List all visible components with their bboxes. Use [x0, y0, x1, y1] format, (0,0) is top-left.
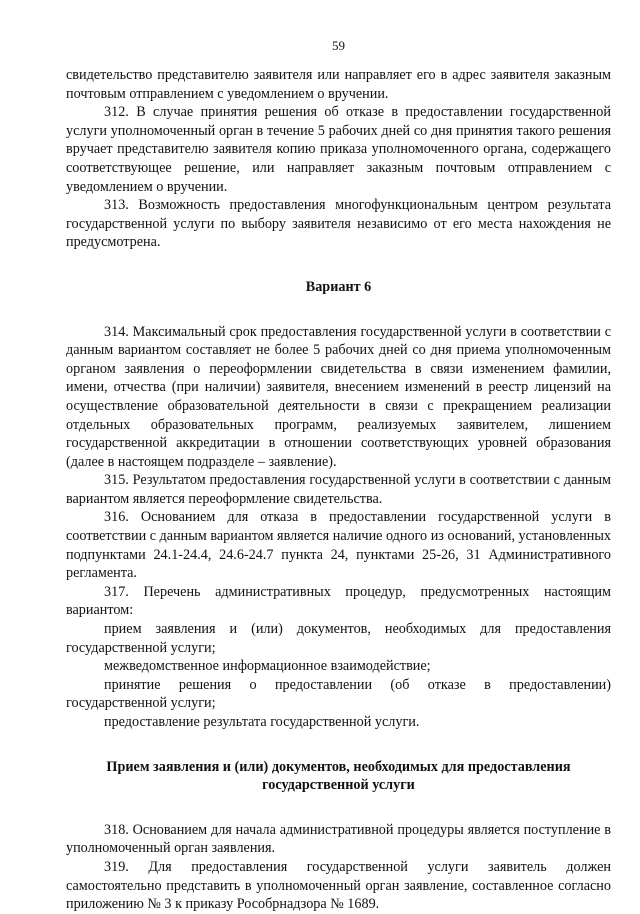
document-body: [66, 66, 611, 914]
paragraph-316: 316. Основанием для отказа в предоставлении государственной услуги в соответствии с данным вариантом является наличие одного из оснований, установленных подпунктами 24.1-24.4, 24.6-24.7 пункта 24, пунктами 25-26, 31 Административного регламента.: [66, 509, 611, 582]
paragraph-319: 319. Для предоставления государственной услуги заявитель должен самостоятельно представить в уполномоченный орган заявление, составленное согласно приложению № 3 к приказу Рособрнадзора № 1689.: [66, 858, 611, 913]
list-item-procedure: предоставление результата государственной услуги.: [104, 714, 420, 730]
list-item-procedure: межведомственное информационное взаимодействие;: [104, 658, 431, 675]
paragraph-315: 315. Результатом предоставления государственной услуги в соответствии с данным вариантом является переоформление свидетельства.: [66, 472, 611, 507]
page-number: 59: [332, 38, 345, 53]
list-item-procedure: принятие решения о предоставлении (об отказе в предоставлении) государственной услуги;: [66, 676, 611, 712]
list-item-procedure: прием заявления и (или) документов, необходимых для предоставления государственной услуги;: [66, 621, 611, 656]
paragraph-313: 313. Возможность предоставления многофункциональным центром результата государственной услуги по выбору заявителя независимо от его места нахождения не предусмотрена.: [66, 197, 611, 251]
heading-section-intake: Прием заявления и (или) документов, необходимых для предоставления государственной услуги: [106, 758, 571, 794]
paragraph-314: 314. Максимальный срок предоставления государственной услуги в соответствии с данным вариантом составляет не более 5 рабочих дней со дня приема уполномоченным органом заявления о переоформлении свидетельства в связи изменением фамилии, имени, отчества (при наличии) заявителя, внесением изменений в реестр лицензий на осуществление образовательной деятельности в связи с прекращением реализации отдельных образовательных программ, реализуемых заявителем, лишением государственной аккредитации в отношении соответствующих уровней образования (далее в настоящем подразделе – заявление).: [66, 323, 611, 470]
paragraph-312: 312. В случае принятия решения об отказе в предоставлении государственной услуги уполномоченный орган в течение 5 рабочих дней со дня принятия такого решения вручает представителю заявителя копию приказа уполномоченного органа, содержащего соответствующее решение, или направляет заказным почтовым отправлением с уведомлением о вручении.: [66, 104, 611, 195]
heading-variant-6: Вариант 6: [305, 278, 372, 295]
paragraph-317: 317. Перечень административных процедур, предусмотренных настоящим вариантом:: [66, 583, 611, 619]
paragraph-318: 318. Основанием для начала административной процедуры является поступление в уполномоченный орган заявления.: [66, 821, 611, 857]
paragraph-continuation: свидетельство представителю заявителя или направляет его в адрес заявителя заказным почтовым отправлением с уведомлением о вручении.: [66, 67, 611, 102]
